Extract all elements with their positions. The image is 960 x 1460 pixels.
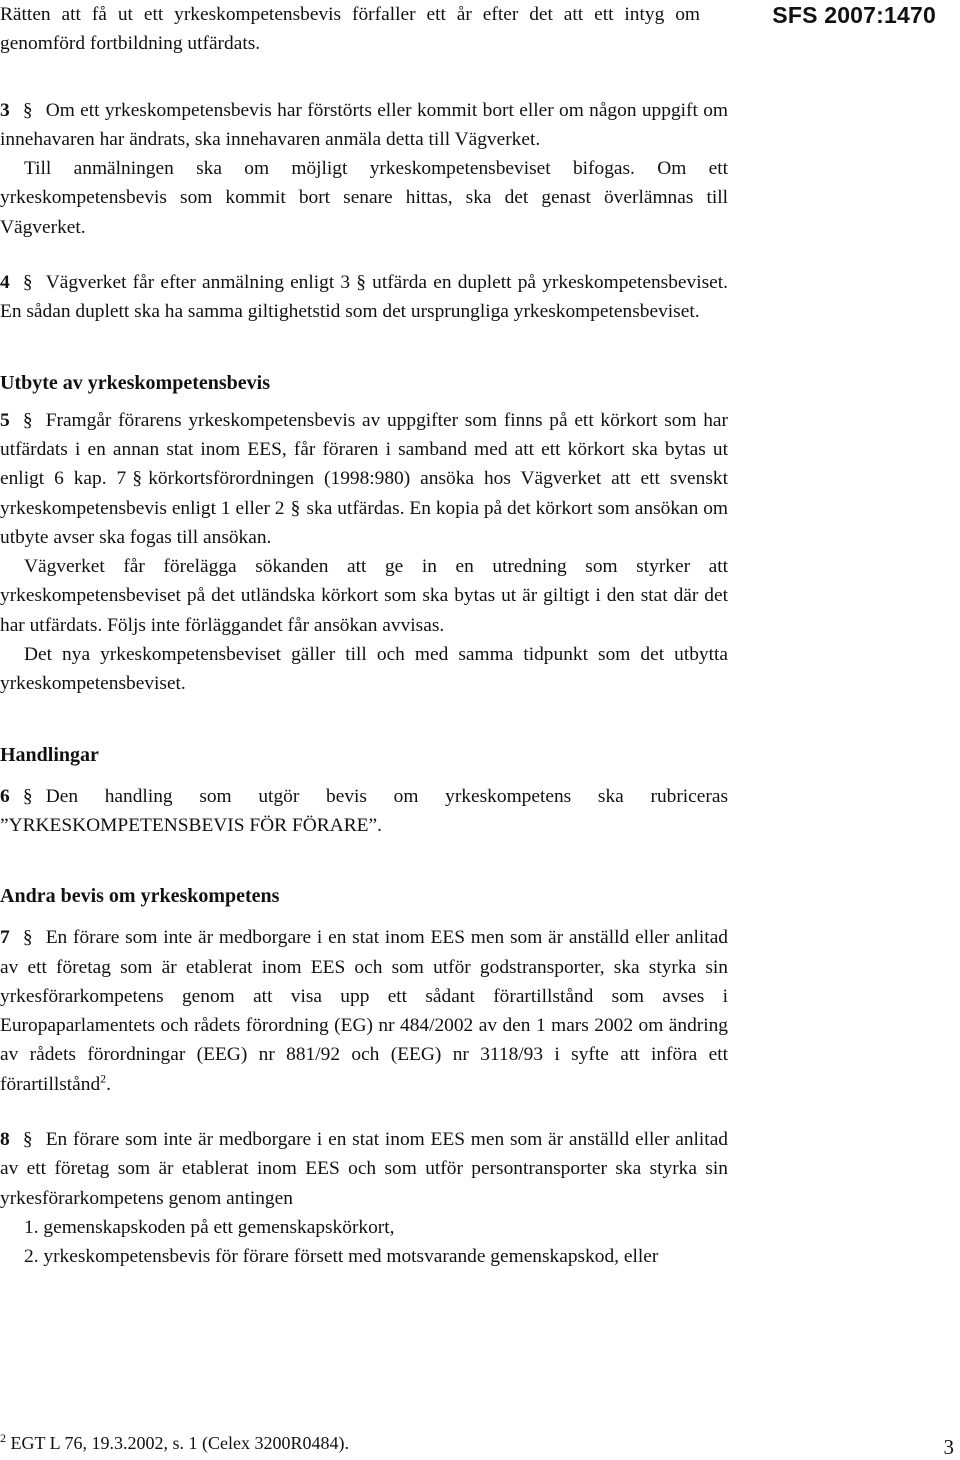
footnote-text: EGT L 76, 19.3.2002, s. 1 (Celex 3200R0484). [10,1433,349,1453]
intro-paragraph [0,0,700,59]
section-text: Till anmälningen ska om möjligt yrkeskompetensbeviset bifogas. Om ett yrkeskompetensbevis som kommit bort senare hittas, ska det genast överlämnas till Vägverket. [0,158,728,238]
list-item: 2. yrkeskompetensbevis för förare försett med motsvarande gemenskapskod, eller [24,1246,659,1268]
paragraph-symbol: § [22,409,33,431]
heading-andra-bevis: Andra bevis om yrkeskompetens [0,885,280,908]
section-number: 8 [0,1129,10,1151]
section-text: Framgår förarens yrkeskompetensbevis av uppgifter som finns på ett körkort som har utfärdats i en annan stat inom EES, får föraren i samband med att ett körkort ska bytas ut enligt 6 kap. 7 [0,409,728,490]
list-item: 1. gemenskapskoden på ett gemenskapskörkort, [24,1216,395,1238]
section-6 [0,782,728,841]
footnote [0,1430,349,1456]
intro-text: Rätten att få ut ett yrkeskompetensbevis förfaller ett år efter det att ett intyg om genomförd fortbildning utfärdats. [0,4,700,55]
section-text: En förare som inte är medborgare i en stat inom EES men som är anställd eller anlitad av ett företag som är etablerat inom EES och som utför persontransporter ska styrka sin yrkesförarkompetens genom antingen [0,1129,728,1209]
section-5-paragraph-3 [0,640,728,699]
section-text: Vägverket får efter anmälning enligt 3 [45,272,351,294]
page-number: 3 [943,1435,954,1459]
paragraph-symbol: § [22,927,33,949]
section-number: 3 [0,99,10,121]
section-text: Det nya yrkeskompetensbeviset gäller till och med samma tidpunkt som det utbytta yrkeskompetensbeviset. [0,644,728,695]
paragraph-symbol: § [22,272,33,294]
sfs-number: SFS 2007:1470 [772,2,936,28]
footnote-reference[interactable]: 2 [100,1071,107,1086]
section-text: Den handling som utgör bevis om yrkeskompetens ska rubriceras ”YRKESKOMPETENSBEVIS FÖR FÖRARE”. [0,785,728,836]
section-text-end: . [106,1073,112,1095]
section-number: 6 [0,785,10,807]
footnote-mark: 2 [0,1431,6,1445]
paragraph-symbol: § [22,785,33,807]
section-7 [0,923,728,1099]
paragraph-symbol: § [290,497,301,519]
section-text: utfärda en duplett på yrkeskompetensbeviset. En sådan duplett ska ha samma giltighetstid som det ursprungliga yrkeskompetensbeviset. [0,272,729,323]
section-3-paragraph-2 [0,154,728,242]
section-5-paragraph-2 [0,552,728,640]
section-text: Vägverket får förelägga sökanden att ge in en utredning som styrker att yrkeskompetensbeviset på det utländska körkort som ska bytas ut är giltigt i den stat där det har utfärdats. Följs inte förläggandet får ansökan avvisas. [0,556,728,636]
heading-utbyte: Utbyte av yrkeskompetensbevis [0,371,270,394]
section-number: 7 [0,927,10,949]
section-text: En förare som inte är medborgare i en stat inom EES men som är anställd eller anlitad av ett företag som är etablerat inom EES och som utför godstransporter, ska styrka sin yrkesförarkompetens genom att visa upp ett sådant förartillstånd som avses i Europaparlamentets och rådets förordning (EG) nr 484/2002 av den 1 mars 2002 om ändring av rådets förordningar (EEG) nr 881/92 och (EEG) nr 3118/93 i syfte att införa ett förartillstånd [0,927,728,1095]
section-5 [0,406,728,552]
paragraph-symbol: § [22,1129,33,1151]
section-number: 5 [0,409,10,431]
paragraph-symbol: § [356,272,366,294]
section-text: ska utfärdas. En kopia på det körkort som ansökan om utbyte avser ska fogas till ansökan. [0,497,728,548]
section-8 [0,1125,728,1213]
paragraph-symbol: § [132,468,143,490]
section-text: körkortsförordningen (1998:980) ansöka hos Vägverket att ett svenskt yrkeskompetensbevis enligt 1 eller 2 [0,468,728,519]
heading-handlingar: Handlingar [0,743,99,766]
paragraph-symbol: § [22,99,33,121]
section-number: 4 [0,272,10,294]
section-3 [0,96,728,155]
section-4 [0,268,728,327]
section-text: Om ett yrkeskompetensbevis har förstörts eller kommit bort eller om någon uppgift om innehavaren har ändrats, ska innehavaren anmäla detta till Vägverket. [0,99,728,150]
